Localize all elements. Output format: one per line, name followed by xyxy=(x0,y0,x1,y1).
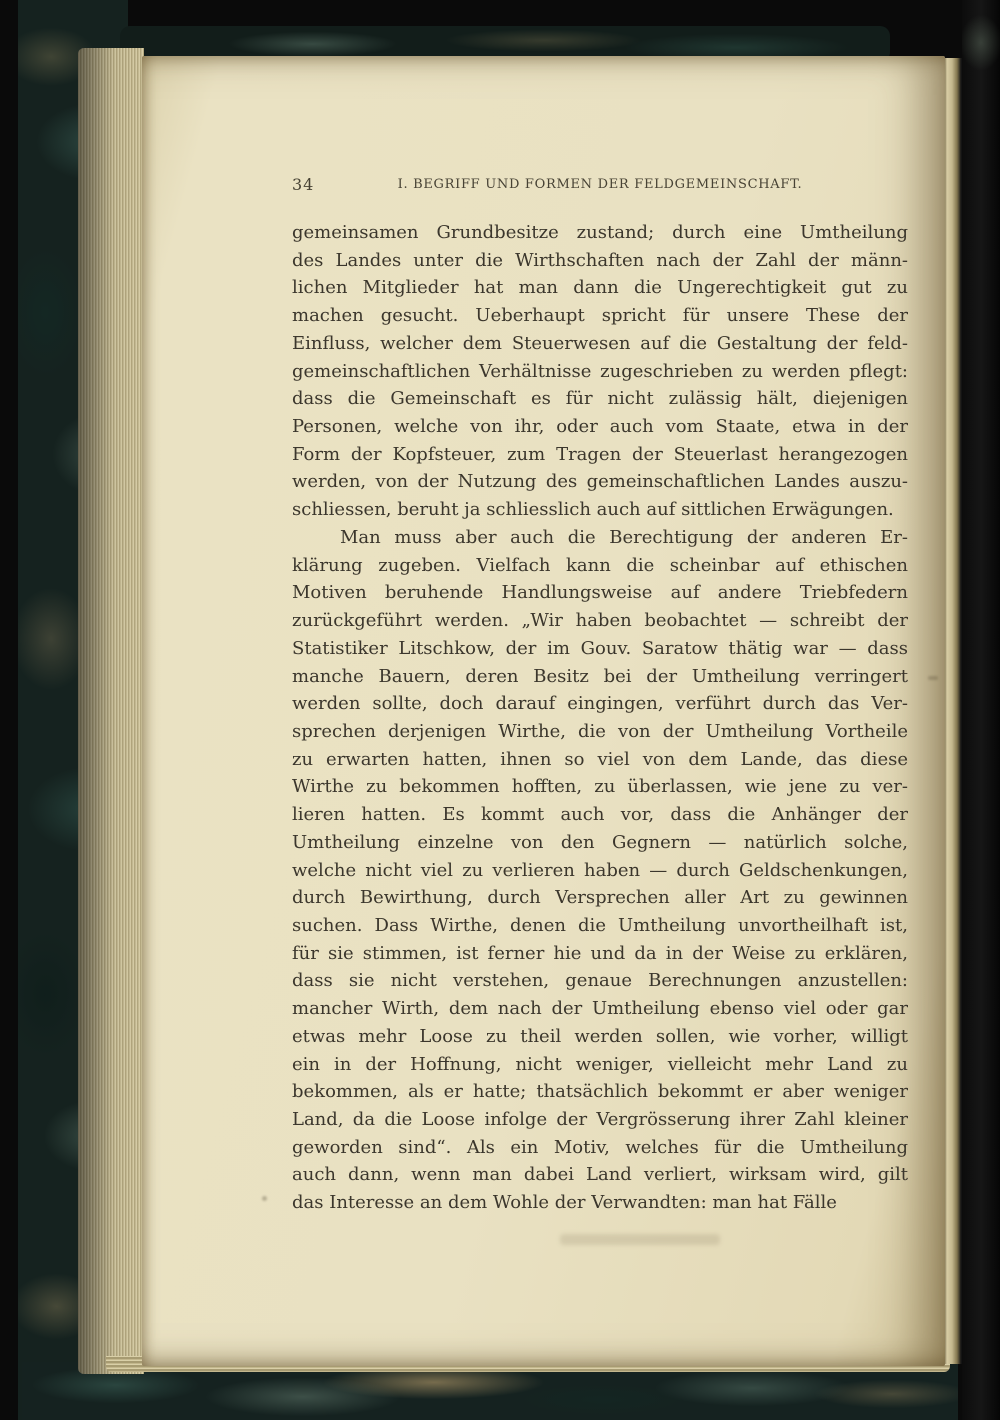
text-line: zu erwarten hatten, ihnen so viel von dem Lande, das diese xyxy=(292,748,908,770)
text-line: bekommen, als er hatte; thatsächlich bekommt er aber weniger xyxy=(292,1081,908,1103)
text-line: gemeinschaftlichen Verhältnisse zugeschrieben zu werden pflegt: xyxy=(292,360,908,382)
text-line: dass die Gemeinschaft es für nicht zulässig hält, diejenigen xyxy=(292,388,908,410)
text-line: Man muss aber auch die Berechtigung der anderen Er- xyxy=(340,526,908,548)
text-line: klärung zugeben. Vielfach kann die scheinbar auf ethischen xyxy=(292,554,908,576)
scanned-page xyxy=(142,56,945,1366)
scan-speck xyxy=(928,676,938,680)
text-line: dass sie nicht verstehen, genaue Berechnungen anzustellen: xyxy=(292,970,908,992)
text-line: das Interesse an dem Wohle der Verwandten: man hat Fälle xyxy=(292,1192,837,1214)
text-line: Form der Kopfsteuer, zum Tragen der Steuerlast herangezogen xyxy=(292,443,908,465)
running-header: I. BEGRIFF UND FORMEN DER FELDGEMEINSCHAFT. xyxy=(397,177,803,192)
text-line: Personen, welche von ihr, oder auch vom Staate, etwa in der xyxy=(292,416,908,438)
text-line: Motiven beruhende Handlungsweise auf andere Triebfedern xyxy=(292,582,908,604)
text-line: machen gesucht. Ueberhaupt spricht für unsere These der xyxy=(292,305,908,327)
text-line: Land, da die Loose infolge der Vergrösserung ihrer Zahl kleiner xyxy=(292,1109,908,1130)
text-line: werden, von der Nutzung des gemeinschaftlichen Landes auszu- xyxy=(292,471,908,493)
text-line: gemeinsamen Grundbesitze zustand; durch eine Umtheilung xyxy=(292,222,908,243)
text-line: auch dann, wenn man dabei Land verliert, wirksam wird, gilt xyxy=(292,1164,908,1186)
text-line: mancher Wirth, dem nach der Umtheilung ebenso viel oder gar xyxy=(292,998,908,1020)
text-line: zurückgeführt werden. „Wir haben beobachtet — schreibt der xyxy=(292,610,908,632)
text-line: Wirthe zu bekommen hofften, zu überlassen, wie jene zu ver- xyxy=(292,776,908,798)
text-line: manche Bauern, deren Besitz bei der Umtheilung verringert xyxy=(292,665,908,687)
page-number: 34 xyxy=(292,175,315,194)
text-line: sprechen derjenigen Wirthe, die von der Umtheilung Vortheile xyxy=(292,720,908,742)
marbled-cover-right xyxy=(962,0,1000,1420)
text-line: Umtheilung einzelne von den Gegnern — natürlich solche, xyxy=(292,831,908,853)
ink-bleed-artifact xyxy=(560,1234,720,1245)
text-line: ein in der Hoffnung, nicht weniger, vielleicht mehr Land zu xyxy=(292,1053,908,1075)
text-line: welche nicht viel zu verlieren haben — durch Geldschenkungen, xyxy=(292,859,908,881)
text-line: Statistiker Litschkow, der im Gouv. Saratow thätig war — dass xyxy=(292,637,908,659)
text-line: etwas mehr Loose zu theil werden sollen, wie vorher, willigt xyxy=(292,1025,908,1047)
text-line: für sie stimmen, ist ferner hie und da in der Weise zu erklären, xyxy=(292,942,908,964)
text-line: suchen. Dass Wirthe, denen die Umtheilung unvortheilhaft ist, xyxy=(292,914,908,936)
text-line: lieren hatten. Es kommt auch vor, dass die Anhänger der xyxy=(292,804,908,826)
page-stack-left-edge xyxy=(78,48,144,1374)
scan-speck xyxy=(262,1196,267,1201)
text-line: werden sollte, doch darauf eingingen, verführt durch das Ver- xyxy=(292,693,908,715)
text-line: schliessen, beruht ja schliesslich auch auf sittlichen Erwägungen. xyxy=(292,499,894,521)
text-line: Einfluss, welcher dem Steuerwesen auf die Gestaltung der feld- xyxy=(292,332,908,354)
body-text xyxy=(292,219,908,1217)
text-line: geworden sind“. Als ein Motiv, welches für die Umtheilung xyxy=(292,1136,908,1158)
text-line: des Landes unter die Wirthschaften nach der Zahl der männ- xyxy=(292,249,908,271)
facing-page-fore-edge xyxy=(944,58,962,1364)
text-line: lichen Mitglieder hat man dann die Ungerechtigkeit gut zu xyxy=(292,277,908,299)
text-line: durch Bewirthung, durch Versprechen aller Art zu gewinnen xyxy=(292,887,908,909)
page-header xyxy=(292,174,908,196)
